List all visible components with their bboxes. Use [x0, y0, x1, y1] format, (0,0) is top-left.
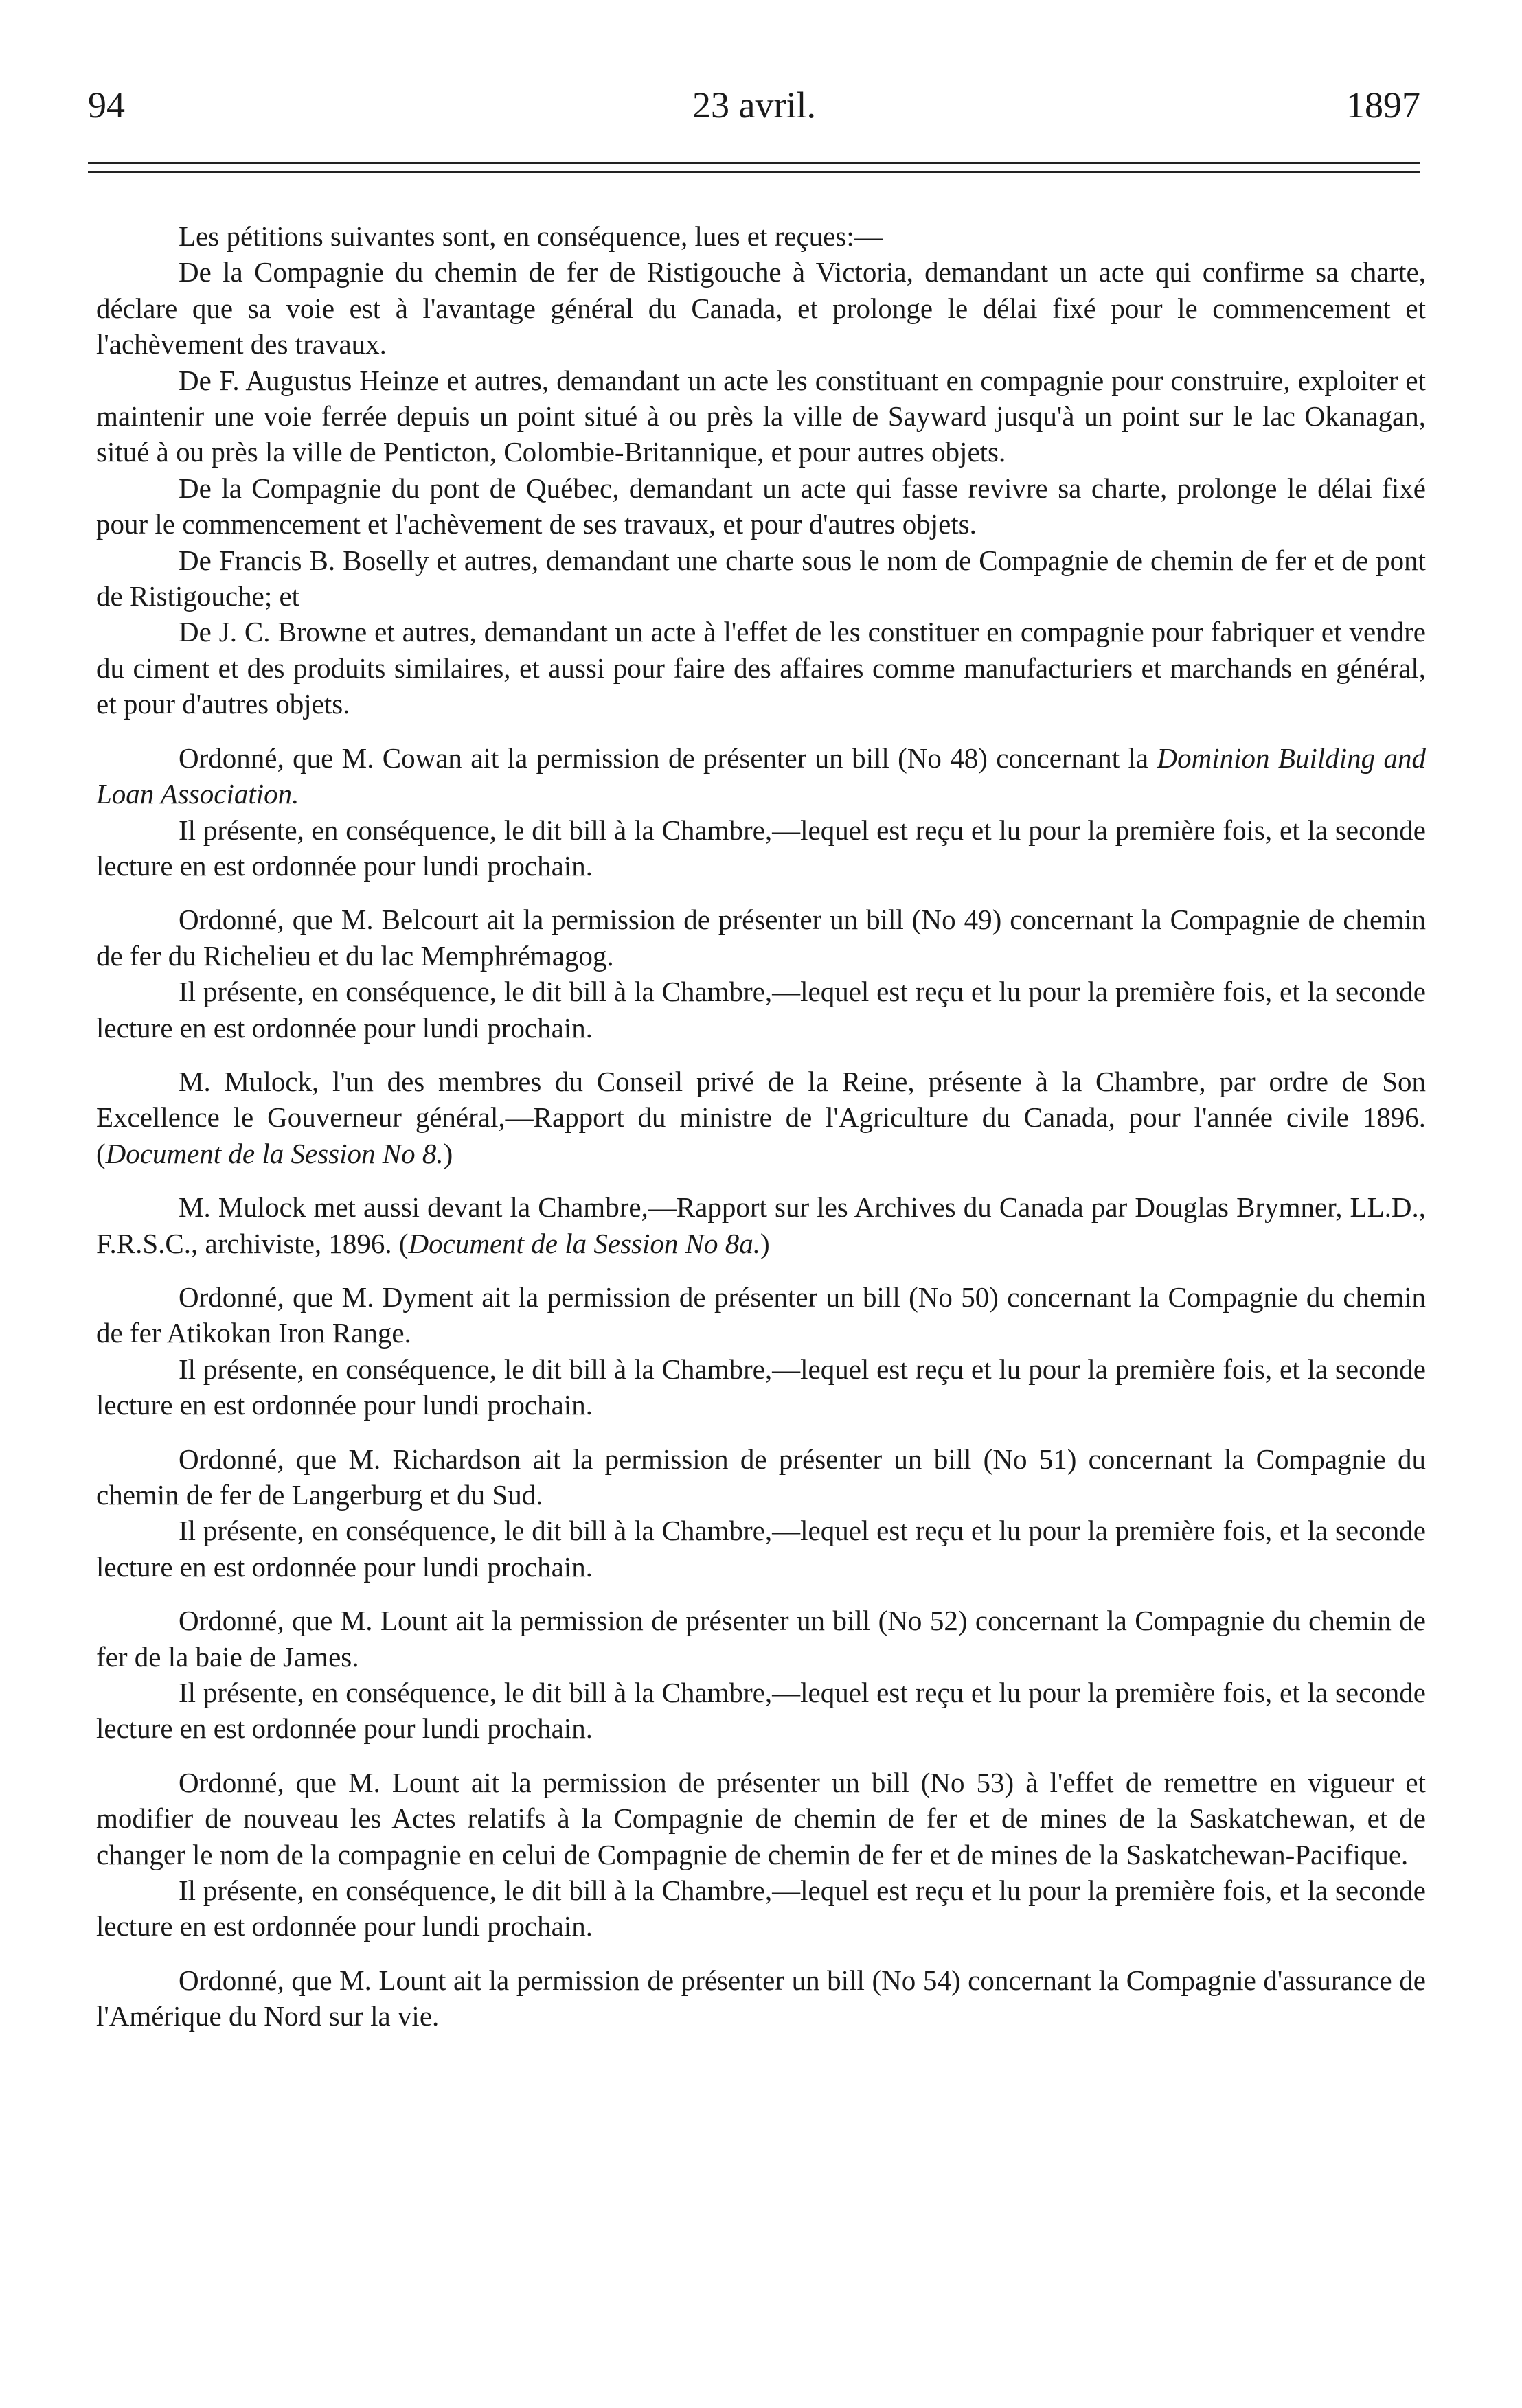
paragraph-bill-48: Ordonné, que M. Cowan ait la permission de présenter un bill (No 48) concernant la Dominion Building and Loan Association.	[96, 742, 1427, 810]
document-body	[96, 218, 1426, 2034]
paragraph-bill-52-reading: Il présente, en conséquence, le dit bill à la Chambre,—lequel est reçu et lu pour la première fois, et la seconde lecture en est ordonnée pour lundi prochain.	[96, 1677, 1426, 1745]
page-header	[88, 81, 1420, 129]
paragraph-bill-48-reading: Il présente, en conséquence, le dit bill à la Chambre,—lequel est reçu et lu pour la première fois, et la seconde lecture en est ordonnée pour lundi prochain.	[96, 814, 1426, 882]
paragraph-petitions-intro: Les pétitions suivantes sont, en conséquence, lues et reçues:—	[179, 220, 883, 252]
paragraph-petition-heinze: De F. Augustus Heinze et autres, demandant un acte les constituant en compagnie pour construire, exploiter et maintenir une voie ferrée depuis un point situé à ou près la ville de Sayward jusqu'à un point sur le lac Okanagan, situé à ou près la ville de Penticton, Colombie-Britannique, et pour autres objets.	[96, 364, 1426, 468]
paragraph-bill-49-reading: Il présente, en conséquence, le dit bill à la Chambre,—lequel est reçu et lu pour la première fois, et la seconde lecture en est ordonnée pour lundi prochain.	[96, 976, 1426, 1044]
page-year: 1897	[1346, 84, 1420, 126]
paragraph-mulock-report-agriculture: M. Mulock, l'un des membres du Conseil privé de la Reine, présente à la Chambre, par ordre de Son Excellence le Gouverneur général,—Rapport du ministre de l'Agriculture du Canada, pour l'année civile 1896. (Document de la Session No 8.)	[96, 1065, 1426, 1169]
paragraph-bill-53-reading: Il présente, en conséquence, le dit bill à la Chambre,—lequel est reçu et lu pour la première fois, et la seconde lecture en est ordonnée pour lundi prochain.	[96, 1874, 1426, 1942]
paragraph-bill-49: Ordonné, que M. Belcourt ait la permission de présenter un bill (No 49) concernant la Compagnie de chemin de fer du Richelieu et du lac Memphrémagog.	[96, 904, 1426, 972]
paragraph-bill-50-reading: Il présente, en conséquence, le dit bill à la Chambre,—lequel est reçu et lu pour la première fois, et la seconde lecture en est ordonnée pour lundi prochain.	[96, 1353, 1426, 1421]
paragraph-bill-50: Ordonné, que M. Dyment ait la permission de présenter un bill (No 50) concernant la Compagnie du chemin de fer Atikokan Iron Range.	[96, 1281, 1426, 1349]
paragraph-bill-52: Ordonné, que M. Lount ait la permission de présenter un bill (No 52) concernant la Compagnie du chemin de fer de la baie de James.	[96, 1605, 1426, 1673]
paragraph-bill-51-reading: Il présente, en conséquence, le dit bill à la Chambre,—lequel est reçu et lu pour la première fois, et la seconde lecture en est ordonnée pour lundi prochain.	[96, 1515, 1426, 1583]
page-number: 94	[88, 84, 125, 126]
paragraph-mulock-report-archives: M. Mulock met aussi devant la Chambre,—Rapport sur les Archives du Canada par Douglas Brymner, LL.D., F.R.S.C., archiviste, 1896. (Document de la Session No 8a.)	[96, 1191, 1426, 1259]
paragraph-petition-pont-quebec: De la Compagnie du pont de Québec, demandant un acte qui fasse revivre sa charte, prolonge le délai fixé pour le commencement et l'achèvement de ses travaux, et pour d'autres objets.	[96, 472, 1426, 540]
paragraph-petition-ristigouche: De la Compagnie du chemin de fer de Ristigouche à Victoria, demandant un acte qui confirme sa charte, déclare que sa voie est à l'avantage général du Canada, et prolonge le délai fixé pour le commencement et l'achèvement des travaux.	[96, 256, 1426, 360]
page-date: 23 avril.	[692, 84, 816, 126]
paragraph-bill-53: Ordonné, que M. Lount ait la permission de présenter un bill (No 53) à l'effet de remettre en vigueur et modifier de nouveau les Actes relatifs à la Compagnie de chemin de fer et de mines de la Saskatchewan, et de changer le nom de la compagnie en celui de Compagnie de chemin de fer et de mines de la Saskatchewan-Pacifique.	[96, 1766, 1426, 1870]
paragraph-bill-54: Ordonné, que M. Lount ait la permission de présenter un bill (No 54) concernant la Compagnie d'assurance de l'Amérique du Nord sur la vie.	[96, 1964, 1426, 2032]
paragraph-bill-51: Ordonné, que M. Richardson ait la permission de présenter un bill (No 51) concernant la Compagnie du chemin de fer de Langerburg et du Sud.	[96, 1443, 1426, 1511]
paragraph-petition-browne: De J. C. Browne et autres, demandant un acte à l'effet de les constituer en compagnie pour fabriquer et vendre du ciment et des produits similaires, et aussi pour faire des affaires comme manufacturiers et marchands en général, et pour d'autres objets.	[96, 616, 1426, 720]
paragraph-petition-boselly: De Francis B. Boselly et autres, demandant une charte sous le nom de Compagnie de chemin de fer et de pont de Ristigouche; et	[96, 544, 1426, 612]
header-double-rule	[88, 162, 1420, 173]
